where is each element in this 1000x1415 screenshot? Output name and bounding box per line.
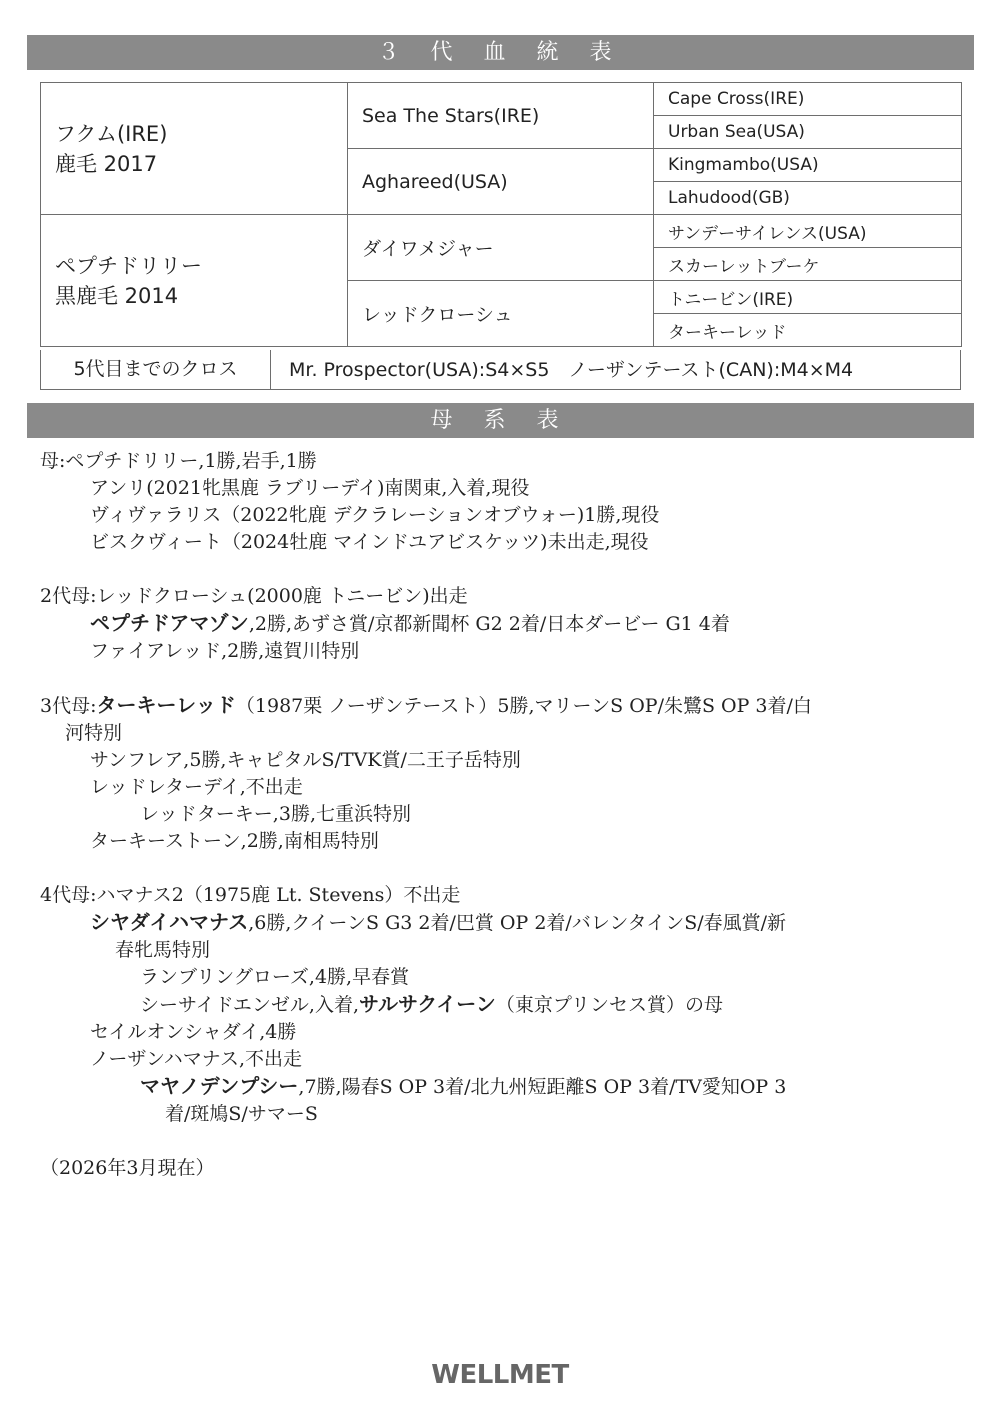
dam-sire-dam: スカーレットブーケ <box>654 248 962 281</box>
sire-cell <box>41 83 348 215</box>
dam4-foal: シヤダイハマナス,6勝,クイーンS G3 2着/巴賞 OP 2着/バレンタインS/春風賞/新 <box>90 910 787 934</box>
pedigree-table <box>40 82 962 347</box>
dam1-foal: ヴィヴァラリス（2022牝鹿 デクラレーションオブウォー)1勝,現役 <box>90 504 660 526</box>
dam4-line: 4代母:ハマナス2（1975鹿 Lt. Stevens）不出走 <box>40 884 461 906</box>
dam1-foal: アンリ(2021牝黒鹿 ラブリーデイ)南関東,入着,現役 <box>90 477 530 499</box>
dam2-foal: ファイアレッド,2勝,遠賀川特別 <box>90 640 360 662</box>
dam-name: ペプチドリリー <box>55 253 202 278</box>
dam4-grandfoal: ランブリングローズ,4勝,早春賞 <box>140 966 410 988</box>
dam3-grandfoal: レッドターキー,3勝,七重浜特別 <box>140 803 411 825</box>
dam3-line: 3代母:ターキーレッド（1987栗 ノーザンテースト）5勝,マリーンS OP/朱鷺S OP 3着/白 <box>40 693 812 717</box>
family-title-bar: 母 系 表 <box>27 403 974 438</box>
notable-horse: ターキーレッド <box>96 693 236 717</box>
dam4-grandfoal-cont: 着/斑鳩S/サマーS <box>165 1103 318 1125</box>
dam3-foal: レッドレターデイ,不出走 <box>90 776 303 798</box>
dam-info: 黒鹿毛 2014 <box>55 283 179 308</box>
dam3-foal: サンフレア,5勝,キャピタルS/TVK賞/二王子岳特別 <box>90 749 521 771</box>
notable-horse: シヤダイハマナス <box>90 910 249 934</box>
dam4-foal-cont: 春牝馬特別 <box>115 939 211 961</box>
sire-name: フクム(IRE) <box>55 121 168 146</box>
dam-dam-sire: トニービン(IRE) <box>654 281 962 314</box>
dam-sire-sire: サンデーサイレンス(USA) <box>654 215 962 248</box>
sire-sire-dam: Urban Sea(USA) <box>654 116 962 149</box>
notable-horse: サルサクイーン <box>359 992 496 1016</box>
sire-dam-dam: Lahudood(GB) <box>654 182 962 215</box>
family-table <box>40 448 962 1182</box>
cross-label: 5代目までのクロス <box>41 350 271 389</box>
sire-sire: Sea The Stars(IRE) <box>348 83 654 149</box>
dam-sire: ダイワメジャー <box>348 215 654 281</box>
sire-dam: Aghareed(USA) <box>348 149 654 215</box>
dam1-line: 母:ペプチドリリー,1勝,岩手,1勝 <box>40 450 317 472</box>
dam2-foal: ペプチドアマゾン,2勝,あずさ賞/京都新聞杯 G2 2着/日本ダービー G1 4着 <box>90 611 730 635</box>
dam3-foal: ターキーストーン,2勝,南相馬特別 <box>90 830 379 852</box>
pedigree-title-bar: ３ 代 血 統 表 <box>27 35 974 70</box>
notable-horse: ペプチドアマゾン <box>90 611 249 635</box>
notable-horse: マヤノデンプシー <box>140 1074 299 1098</box>
dam3-line-cont: 河特別 <box>65 722 123 744</box>
dam4-foal: セイルオンシャダイ,4勝 <box>90 1021 297 1043</box>
dam4-grandfoal: シーサイドエンゼル,入着,サルサクイーン（東京プリンセス賞）の母 <box>140 992 724 1016</box>
wellmet-logo: WELLMET <box>431 1360 569 1390</box>
sire-info: 鹿毛 2017 <box>55 151 158 176</box>
dam-cell <box>41 215 348 347</box>
dam2-line: 2代母:レッドクローシュ(2000鹿 トニービン)出走 <box>40 585 468 607</box>
as-of-date: （2026年3月現在） <box>40 1157 215 1179</box>
cross-value: Mr. Prospector(USA):S4×S5 ノーザンテースト(CAN):M4×M4 <box>289 359 854 381</box>
dam-dam: レッドクローシュ <box>348 281 654 347</box>
cross-row <box>40 350 961 390</box>
sire-sire-sire: Cape Cross(IRE) <box>654 83 962 116</box>
dam1-foal: ビスクヴィート（2024牡鹿 マインドユアビスケッツ)未出走,現役 <box>90 531 649 553</box>
dam4-grandfoal: マヤノデンプシー,7勝,陽春S OP 3着/北九州短距離S OP 3着/TV愛知OP 3 <box>140 1074 787 1098</box>
dam-dam-dam: ターキーレッド <box>654 314 962 347</box>
dam4-foal: ノーザンハマナス,不出走 <box>90 1048 303 1070</box>
sire-dam-sire: Kingmambo(USA) <box>654 149 962 182</box>
